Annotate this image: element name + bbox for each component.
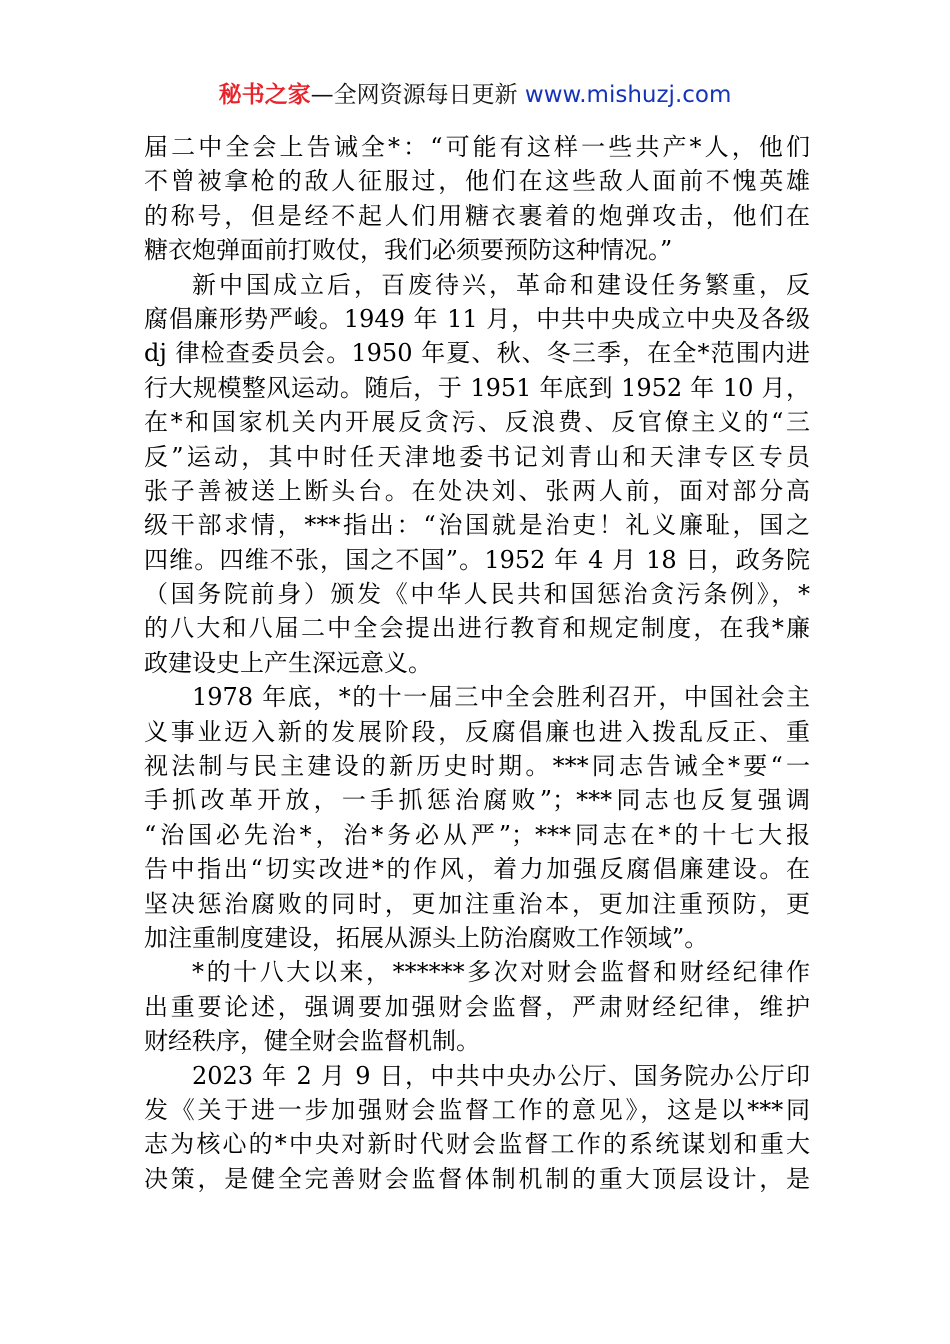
- text-line: 的称号，但是经不起人们用糖衣裹着的炮弹攻击，他们在: [144, 201, 810, 230]
- text-line: 手抓改革开放，一手抓惩治腐败”；***同志也反复强调: [144, 786, 810, 815]
- text-line: 2023 年 2 月 9 日，中共中央办公厅、国务院办公厅印: [192, 1061, 810, 1090]
- text-line: 加注重制度建设，拓展从源头上防治腐败工作领域”。: [144, 923, 709, 952]
- paragraph-2: [144, 268, 810, 681]
- text-line: 坚决惩治腐败的同时，更加注重治本，更加注重预防，更: [144, 889, 810, 918]
- text-line: 发《关于进一步加强财会监督工作的意见》，这是以***同: [144, 1095, 810, 1124]
- text-line: 级干部求情，***指出：“治国就是治吏！礼义廉耻，国之: [144, 511, 810, 540]
- paragraph-3: [144, 680, 810, 955]
- text-line: 反”运动，其中时任天津地委书记刘青山和天津专区专员: [144, 442, 810, 471]
- text-line: 腐倡廉形势严峻。1949 年 11 月，中共中央成立中央及各级: [144, 304, 810, 333]
- text-line: 决策，是健全完善财会监督体制机制的重大顶层设计，是: [144, 1164, 810, 1193]
- text-line: 视法制与民主建设的新历史时期。***同志告诫全*要“一: [144, 752, 810, 781]
- text-line: 糖衣炮弹面前打败仗，我们必须要预防这种情况。”: [144, 236, 673, 265]
- paragraph-4: [144, 955, 810, 1058]
- text-line: 的八大和八届二中全会提出进行教育和规定制度，在我*廉: [144, 614, 810, 643]
- text-line: 财经秩序，健全财会监督机制。: [144, 1027, 480, 1056]
- text-line: 行大规模整风运动。随后，于 1951 年底到 1952 年 10 月，: [144, 373, 810, 402]
- text-line: 四维。四维不张，国之不国”。1952 年 4 月 18 日，政务院: [144, 545, 810, 574]
- text-line: 志为核心的*中央对新时代财会监督工作的系统谋划和重大: [144, 1130, 810, 1159]
- paragraph-1: [144, 130, 810, 268]
- text-line: 政建设史上产生深远意义。: [144, 648, 432, 677]
- text-line: dj 律检查委员会。1950 年夏、秋、冬三季，在全*范围内进: [144, 339, 810, 368]
- site-url-link[interactable]: www.mishuzj.com: [524, 82, 732, 108]
- text-line: “治国必先治*，治*务必从严”；***同志在*的十七大报: [144, 820, 810, 849]
- text-line: 告中指出“切实改进*的作风，着力加强反腐倡廉建设。在: [144, 855, 810, 884]
- text-line: 届二中全会上告诫全*：“可能有这样一些共产*人，他们: [144, 133, 810, 161]
- text-line: 张子善被送上断头台。在处决刘、张两人前，面对部分高: [144, 476, 810, 505]
- text-line: （国务院前身）颁发《中华人民共和国惩治贪污条例》，*: [144, 580, 810, 609]
- header-tagline: —全网资源每日更新: [310, 82, 525, 108]
- text-line: 新中国成立后，百废待兴，革命和建设任务繁重，反: [192, 270, 810, 299]
- paragraph-5: [144, 1059, 810, 1197]
- text-line: *的十八大以来，******多次对财会监督和财经纪律作: [192, 958, 810, 987]
- text-line: 不曾被拿枪的敌人征服过，他们在这些敌人面前不愧英雄: [144, 167, 810, 196]
- brand-name: 秘书之家: [218, 82, 311, 108]
- site-header: [0, 80, 950, 110]
- text-line: 出重要论述，强调要加强财会监督，严肃财经纪律，维护: [144, 992, 810, 1021]
- text-line: 在*和国家机关内开展反贪污、反浪费、反官僚主义的“三: [144, 408, 810, 437]
- document-body: [144, 130, 810, 1196]
- text-line: 义事业迈入新的发展阶段，反腐倡廉也进入拨乱反正、重: [144, 717, 810, 746]
- text-line: 1978 年底，*的十一届三中全会胜利召开，中国社会主: [192, 683, 810, 712]
